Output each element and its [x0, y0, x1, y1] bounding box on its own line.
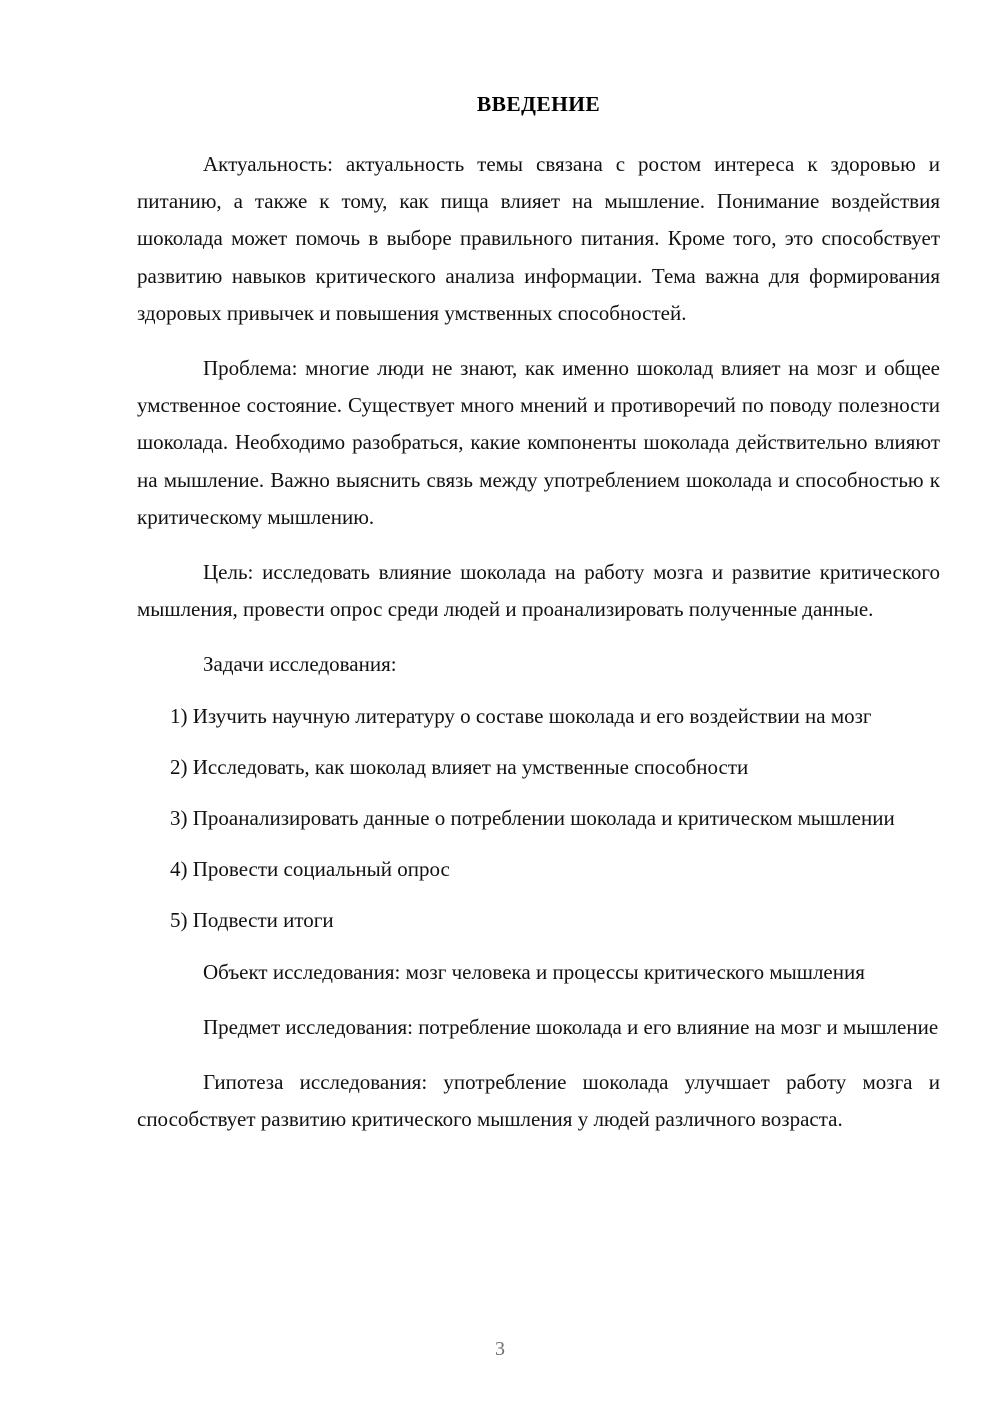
- paragraph-object: Объект исследования: мозг человека и процессы критического мышления: [203, 959, 865, 984]
- paragraph-relevance: Актуальность: актуальность темы связана с ростом интереса к здоровью и питанию, а также к тому, как пища влияет на мышление. Понимание воздействия шоколада может помочь в выборе правильного питания. Кроме того, это способствует развитию навыков критического анализа информации. Тема важна для формирования здоровых привычек и повышения умственных способностей.: [137, 152, 940, 325]
- paragraph-goal: Цель: исследовать влияние шоколада на работу мозга и развитие критического мышления, провести опрос среди людей и проанализировать полученные данные.: [137, 560, 940, 622]
- list-item: 5) Подвести итоги: [170, 908, 334, 933]
- paragraph-hypothesis: Гипотеза исследования: употребление шоколада улучшает работу мозга и способствует развитию критического мышления у людей различного возраста.: [137, 1070, 940, 1132]
- page-title: ВВЕДЕНИЕ: [476, 92, 601, 116]
- list-item: 3) Проанализировать данные о потреблении шоколада и критическом мышлении: [170, 806, 895, 831]
- document-body: [137, 88, 940, 1156]
- paragraph-problem: Проблема: многие люди не знают, как именно шоколад влияет на мозг и общее умственное состояние. Существует много мнений и противоречий по поводу полезности шоколада. Необходимо разобраться, какие компоненты шоколада действительно влияют на мышление. Важно выяснить связь между употреблением шоколада и способностью к критическому мышлению.: [137, 356, 940, 529]
- page-number: 3: [495, 1338, 505, 1360]
- tasks-list: [137, 698, 940, 940]
- paragraph-subject: Предмет исследования: потребление шоколада и его влияние на мозг и мышление: [203, 1014, 939, 1039]
- list-item: 2) Исследовать, как шоколад влияет на умственные способности: [170, 754, 749, 779]
- tasks-heading: Задачи исследования:: [203, 652, 397, 677]
- list-item: 4) Провести социальный опрос: [170, 857, 450, 882]
- list-item: 1) Изучить научную литературу о составе шоколада и его воздействии на мозг: [170, 703, 872, 728]
